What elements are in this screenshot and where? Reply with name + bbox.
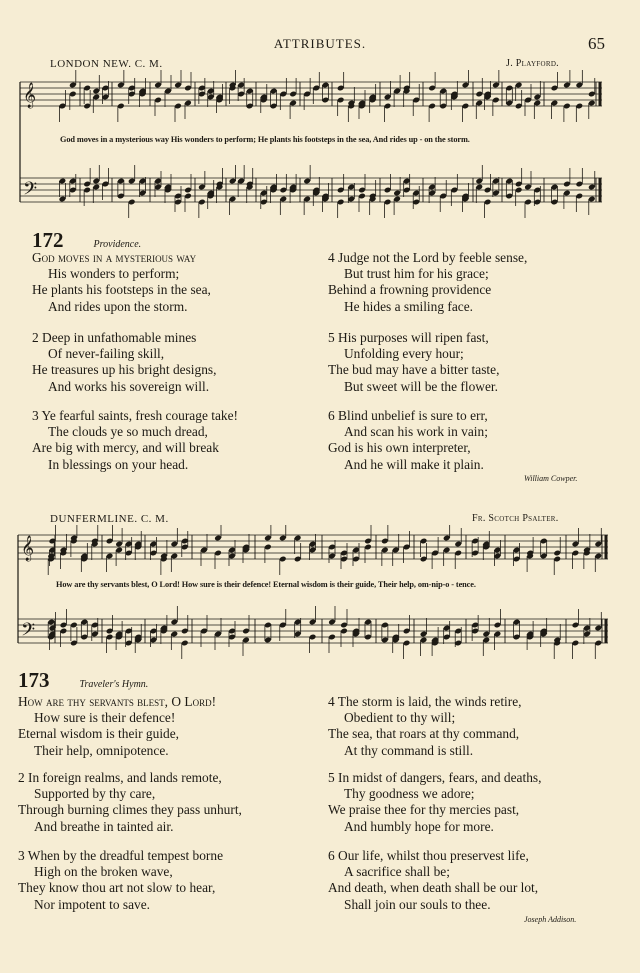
stanza-line: 2 In foreign realms, and lands remote,: [18, 770, 222, 785]
stanza-line: He hides a smiling face.: [344, 298, 474, 314]
stanza-line: 6 Blind unbelief is sure to err,: [328, 408, 488, 423]
stanza-line: God is his own interpreter,: [328, 440, 471, 456]
stanza-line: And death, when death shall be our lot,: [328, 880, 539, 896]
stanza-line: And rides upon the storm.: [48, 298, 188, 314]
stanza-line: And humbly hope for more.: [344, 818, 494, 834]
stanza-line: Supported by thy care,: [34, 786, 156, 802]
bass-clef-icon: 𝄢: [21, 620, 36, 645]
music-score-172: [0, 70, 640, 220]
composer-172: J. Playford.: [506, 58, 559, 69]
stanza-line: 6 Our life, whilst thou preservest life,: [328, 848, 529, 863]
stanza-line: And scan his work in vain;: [344, 424, 488, 440]
page-header: ATTRIBUTES.: [273, 36, 367, 51]
hymn-title: Traveler's Hymn.: [79, 679, 149, 690]
stanza-line: But trust him for his grace;: [344, 266, 489, 282]
stanza-line: But sweet will be the flower.: [344, 378, 498, 394]
stanza: [32, 408, 238, 473]
stanza-column-right: [328, 250, 527, 315]
stanza-line: How are thy servants blest, O Lord!: [18, 694, 217, 709]
stanza-line: 3 Ye fearful saints, fresh courage take!: [32, 408, 238, 423]
stanza-line: How sure is their defence!: [34, 710, 176, 726]
hymn-number: 172: [32, 228, 64, 252]
stanza: [328, 330, 499, 395]
stanza-line: High on the broken wave,: [34, 864, 173, 880]
stanza-line: 3 When by the dreadful tempest borne: [18, 848, 224, 863]
author-attribution-173: Joseph Addison.: [524, 915, 577, 924]
stanza-line: The bud may have a bitter taste,: [328, 362, 500, 378]
treble-clef-icon: 𝄞: [21, 536, 35, 561]
stanza-line: God moves in a mysterious way: [32, 250, 197, 265]
stanza-line: Unfolding every hour;: [344, 346, 464, 362]
hymn-number: 173: [18, 668, 50, 692]
stanza-line: In blessings on your head.: [48, 456, 189, 472]
stanza: [32, 330, 216, 395]
stanza-line: At thy command is still.: [344, 742, 474, 758]
stanza-line: Of never-failing skill,: [48, 346, 165, 362]
hymn-title: Providence.: [93, 239, 142, 250]
stanza-line: And breathe in tainted air.: [34, 818, 174, 834]
stanza-line: His wonders to perform;: [48, 266, 180, 282]
underlay-text-172: God moves in a mysterious way His wonders to perform; He plants his footsteps in the sea, And rides up - on the storm.: [60, 135, 470, 144]
stanza-line: Eternal wisdom is their guide,: [18, 726, 180, 742]
stanza-line: We praise thee for thy mercies past,: [328, 802, 520, 818]
stanza-line: Obedient to thy will;: [344, 710, 456, 726]
stanza-line: 4 The storm is laid, the winds retire,: [328, 694, 522, 709]
music-score-173: [0, 525, 640, 665]
stanza-line: 5 In midst of dangers, fears, and deaths,: [328, 770, 542, 785]
stanza-line: Behind a frowning providence: [328, 282, 492, 298]
composer-173: Fr. Scotch Psalter.: [472, 513, 559, 524]
stanza-line: 2 Deep in unfathomable mines: [32, 330, 197, 345]
stanza-line: And he will make it plain.: [344, 456, 484, 472]
stanza-line: 4 Judge not the Lord by feeble sense,: [328, 250, 528, 265]
stanza-line: 5 His purposes will ripen fast,: [328, 330, 489, 345]
stanza-line: Thy goodness we adore;: [344, 786, 475, 802]
stanza: [328, 408, 488, 473]
tune-name-173: DUNFERMLINE. C. M.: [50, 513, 169, 525]
stanza-column-left: [32, 250, 211, 315]
stanza-line: Nor impotent to save.: [34, 896, 151, 912]
stanza: [18, 770, 242, 835]
stanza-line: The clouds ye so much dread,: [48, 424, 208, 440]
stanza: [328, 848, 538, 913]
underlay-text-173: How are thy servants blest, O Lord! How sure is their defence! Eternal wisdom is their guide, Their help, om-nip-o - tence.: [56, 580, 476, 589]
stanza-line: The sea, that roars at thy command,: [328, 726, 520, 742]
stanza-line: They know thou art not slow to hear,: [18, 880, 216, 896]
stanza-line: A sacrifice shall be;: [344, 864, 450, 880]
stanza-line: Through burning climes they pass unhurt,: [18, 802, 242, 818]
stanza-line: Are big with mercy, and will break: [32, 440, 219, 456]
author-attribution-172: William Cowper.: [524, 474, 578, 483]
stanza-line: Their help, omnipotence.: [34, 742, 169, 758]
treble-clef-icon: 𝄞: [23, 83, 37, 108]
stanza-line: He plants his footsteps in the sea,: [32, 282, 211, 298]
stanza: [18, 848, 223, 913]
hymn-heading-173: [18, 668, 148, 693]
stanza-line: And works his sovereign will.: [48, 378, 210, 394]
stanza-column-right: [328, 694, 522, 759]
page-number: 65: [588, 34, 605, 53]
stanza-column-left: [18, 694, 216, 759]
stanza-line: He treasures up his bright designs,: [32, 362, 217, 378]
stanza-line: Shall join our souls to thee.: [344, 896, 491, 912]
stanza: [328, 770, 541, 835]
tune-name-172: LONDON NEW. C. M.: [50, 58, 163, 70]
bass-clef-icon: 𝄢: [23, 179, 38, 204]
